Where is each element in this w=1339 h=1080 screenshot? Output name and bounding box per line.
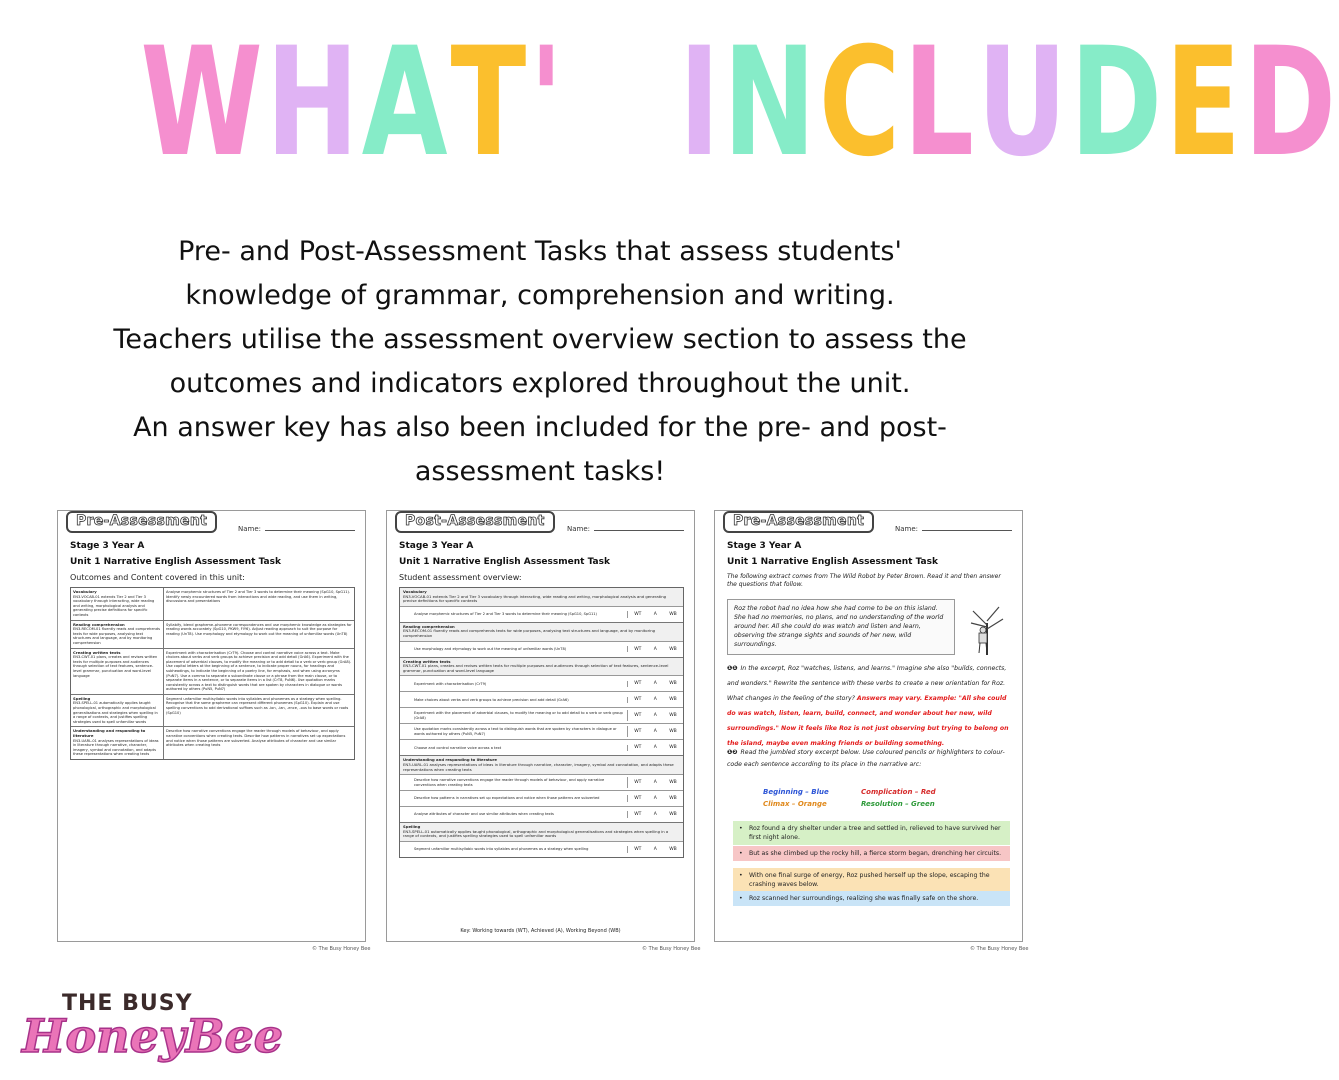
mark-option: WB [669, 646, 677, 652]
mark-option: A [653, 611, 657, 617]
overview-item-row: Experiment with the placement of adverbial clauses, to modify the meaning or to add detail to a verb or verb group (GrA8) WT A WB [400, 707, 683, 723]
outcome-row [71, 726, 354, 759]
story-sentence: • Roz found a dry shelter under a tree and settled in, relieved to have survived her first night alone. [733, 821, 1010, 845]
pre-assessment-answer-page [714, 510, 1023, 942]
answer-1: Answers may vary. Example: "All she could do was watch, listen, learn, build, connect, and wonder about her new, wild surroundings." Now it feels like Roz is not just observing but trying to belong on the island, maybe even making friends or building something. [727, 695, 1009, 747]
mark-option: A [653, 846, 657, 852]
story-extract: Roz the robot had no idea how she had come to be on this island. She had no memories, no plans, and no understanding of the world around her. All she could do was watch and listen and learn, observing the strange sights and sounds of her new, wild surroundings. [727, 599, 955, 655]
overview-item-row: Analyse attributes of character and use similar attributes when creating texts WT A WB [400, 806, 683, 822]
unit-heading: Unit 1 Narrative English Assessment Task [70, 557, 281, 567]
title-letter: N [722, 16, 819, 190]
legend-item: Resolution – Green [861, 800, 935, 808]
story-sentence: • Roz scanned her surroundings, realizing she was finally safe on the shore. [733, 891, 1010, 906]
content-cell: Syllabify, blend grapheme–phoneme correspondences and use morphemic knowledge as strategies for reading words accurately (SpG10, PKW9, FlY6). Adjust reading approach to suit the purpose for reading (UnT8). Use morphology and etymology to work out the meaning of unfamiliar words (UnT8) [166, 622, 352, 636]
marking-key: Key: Working towards (WT), Achieved (A), Working Beyond (WB) [460, 928, 621, 934]
outcome-cell: Creating written texts EN3-CWT-01 plans, creates and revises written texts for multiple purposes and audiences through selection of text features, sentence-level grammar, punctuation and word-level language [71, 649, 164, 694]
overview-section-heading: Creating written texts EN3-CWT-01 plans, creates and revises written texts for multiple purposes and audiences through selection of text features, sentence-level grammar, punctuation and word-level language [400, 657, 683, 676]
content-cell: Experiment with characterisation (CrT9). Choose and control narrative voice across a text. Make choices about verbs and verb groups to achieve precision and add detail (GrA6). Experiment with the placement of adverbial clauses, to modify the meaning or to add detail to a verb or verb group (GrA8). Use capital letters at the beginning of a sentence, to indicate proper nouns, for headings and subheadings, to indicate the beginning of a poetry line, for emphasis, and when using acronyms (PuN7). Use a comma to separate a subordinate clause or a phrase from the main clause, or to separate items in a sentence, or to separate items in a list (CrT8, PuN6). Use quotation marks consistently across a text to distinguish words that are spoken by characters in dialogue or words authored by others (PuN5, PuN7) [166, 650, 352, 692]
subheading: Student assessment overview: [399, 573, 522, 582]
mark-option: WT [634, 713, 642, 719]
mark-option: A [653, 812, 657, 818]
overview-item-row: Use morphology and etymology to work out the meaning of unfamiliar words (UnT8) WT A WB [400, 641, 683, 657]
question-2: ❶❷ Read the jumbled story excerpt below. Use coloured pencils or highlighters to colour-code each sentence according to its place in the narrative arc: [727, 749, 1005, 768]
description-line: An answer key has also been included for the pre- and post- [133, 412, 947, 443]
narrative-arc-legend [763, 786, 963, 810]
overview-item-row: Choose and control narrative voice across a text WT A WB [400, 739, 683, 755]
overview-item-row: Describe how narrative conventions engage the reader through models of behaviour, and apply narrative conventions when creating texts WT A WB [400, 774, 683, 790]
title-letter: S [566, 16, 650, 190]
outcome-cell: Understanding and responding to literature EN3-UARL-01 analyses representations of ideas in literature through narrative, character, imagery, symbol and connotation, and adapts these representations when creating texts [71, 727, 164, 759]
page-label: Pre-Assessment [723, 511, 874, 533]
robot-illustration [963, 599, 1011, 655]
stage-heading: Stage 3 Year A [399, 541, 474, 551]
mark-option: A [653, 646, 657, 652]
title-letter: A [361, 16, 451, 190]
unit-heading: Unit 1 Narrative English Assessment Task [399, 557, 610, 567]
mark-option: A [653, 745, 657, 751]
title-letter: H [265, 16, 362, 190]
mark-option: WB [669, 681, 677, 687]
overview-item-row: Describe how patterns in narratives set up expectations and notice when those patterns are subverted WT A WB [400, 790, 683, 806]
overview-section-heading: Reading comprehension EN3-RECOM-01 fluently reads and comprehends texts for wide purposes, analysing text structures and language, and by monitoring comprehension [400, 622, 683, 641]
mark-option: WT [634, 697, 642, 703]
title-letter: U [976, 16, 1071, 190]
mark-option: WB [669, 846, 677, 852]
logo-line1: THE BUSY [62, 991, 193, 1016]
name-field: Name: [895, 525, 1012, 533]
mark-option: WB [669, 796, 677, 802]
post-assessment-overview-page [386, 510, 695, 942]
story-sentence: • With one final surge of energy, Roz pushed herself up the slope, escaping the crashing waves below. [733, 868, 1010, 892]
overview-item-row: Experiment with characterisation (CrT9) WT A WB [400, 675, 683, 691]
copyright: © The Busy Honey Bee [970, 946, 1029, 952]
overview-item-row: Segment unfamiliar multisyllabic words into syllables and phonemes as a strategy when spelling WT A WB [400, 841, 683, 857]
content-cell: Describe how narrative conventions engage the reader through models of behaviour, and apply narrative conventions when creating texts. Describe how patterns in narratives set up expectations and notice when those patterns are subverted. Analyse attributes of character and use similar attributes when creating texts [166, 729, 346, 748]
content-cell: Segment unfamiliar multisyllabic words into syllables and phonemes as a strategy when spelling. Recognise that the same grapheme can represent different phonemes (SpG10). Explain and use spelling conventions to add derivational suffixes such as -ion, -ian, -ence, -ous to base words or roots (SpG10) [166, 696, 349, 715]
mark-option: A [653, 780, 657, 786]
intro-text: The following extract comes from The Wild Robot by Peter Brown. Read it and then answer the questions that follow. [727, 573, 1001, 588]
title-letter: D [1243, 16, 1339, 190]
outcome-cell: Vocabulary EN3-VOCAB-01 extends Tier 2 and Tier 3 vocabulary through interacting, wide reading and writing, morphological analysis and generating precise definitions for specific contexts [71, 588, 164, 620]
overview-section-heading: Spelling EN3-SPELL-01 automatically applies taught phonological, orthographic and morphological generalisations and strategies when spelling in a range of contexts, and justifies spelling strategies used to spell unfamiliar words [400, 822, 683, 841]
title-letter: W [140, 16, 266, 190]
outcome-row [71, 648, 354, 694]
legend-item: Complication – Red [861, 788, 936, 796]
content-cell: Analyse morphemic structures of Tier 2 and Tier 3 words to determine their meaning (SpG10, SpG11). Identify newly encountered words from interactions and wide reading, and use them in writing, discussions and presentations [166, 590, 351, 604]
mark-option: A [653, 796, 657, 802]
page-label: Pre-Assessment [66, 511, 217, 533]
outcomes-table [70, 587, 355, 760]
title-letter: C [818, 16, 904, 190]
unit-heading: Unit 1 Narrative English Assessment Task [727, 557, 938, 567]
outcome-row [71, 620, 354, 648]
description-line: Pre- and Post-Assessment Tasks that assess students' [178, 236, 902, 267]
title-letter: ' [529, 16, 567, 190]
description-line: assessment tasks! [414, 456, 666, 487]
overview-section-heading: Vocabulary EN3-VOCAB-01 extends Tier 2 and Tier 3 vocabulary through interacting, wide reading and writing, morphological analysis and generating precise definitions for specific contexts [400, 588, 683, 606]
mark-option: WT [634, 729, 642, 735]
legend-item: Beginning – Blue [763, 788, 829, 796]
overview-item-row: Use quotation marks consistently across a text to distinguish words that are spoken by characters in dialogue or words authored by others (PuN5, PuN7) WT A WB [400, 723, 683, 739]
page-label: Post-Assessment [395, 511, 555, 533]
outcome-cell: Spelling EN3-SPELL-01 automatically applies taught phonological, orthographic and morphological generalisations and strategies when spelling in a range of contexts, and justifies spelling strategies used to spell unfamiliar words [71, 695, 164, 727]
mark-option: WT [634, 611, 642, 617]
outcome-row [71, 588, 354, 620]
title-letter: E [1165, 16, 1244, 190]
mark-option: WT [634, 745, 642, 751]
mark-option: WT [634, 681, 642, 687]
copyright: © The Busy Honey Bee [642, 946, 701, 952]
mark-option: WT [634, 796, 642, 802]
mark-option: WB [669, 745, 677, 751]
mark-option: WB [669, 729, 677, 735]
pre-assessment-outcomes-page [57, 510, 366, 942]
mark-option: WT [634, 646, 642, 652]
title-letter: T [450, 16, 530, 190]
mark-option: WT [634, 780, 642, 786]
logo-line2: HoneyBee [22, 1009, 283, 1063]
question-1: ❶❶ In the excerpt, Roz "watches, listens, and learns." Imagine she also "builds, connects, and wonders." Rewrite the sentence with these verbs to create a new orientation for Roz. What changes in the feeling of the story? Answers may vary. Example: "All she could do was watch, listen, learn, build, connect, and wonder about her new, wild surroundings." Now it feels like Roz is not just observing but trying to belong on the island, maybe even making friends or building something. [727, 665, 1009, 747]
mark-option: WB [669, 611, 677, 617]
mark-option: WB [669, 780, 677, 786]
story-sentence: • But as she climbed up the rocky hill, a fierce storm began, drenching her circuits. [733, 846, 1010, 861]
mark-option: A [653, 713, 657, 719]
name-field: Name: [567, 525, 684, 533]
legend-item: Climax – Orange [763, 800, 827, 808]
stage-heading: Stage 3 Year A [727, 541, 802, 551]
mark-option: WB [669, 713, 677, 719]
mark-option: A [653, 729, 657, 735]
name-field: Name: [238, 525, 355, 533]
busy-honey-bee-logo [22, 985, 283, 1065]
mark-option: WB [669, 812, 677, 818]
description-line: outcomes and indicators explored throughout the unit. [169, 368, 911, 399]
overview-section-heading: Understanding and responding to literature EN3-UARL-01 analyses representations of ideas in literature through narrative, character, imagery, symbol and connotation, and adapts these representations when creating texts [400, 755, 683, 774]
copyright: © The Busy Honey Bee [312, 946, 371, 952]
mark-option: A [653, 697, 657, 703]
title-letter: D [1070, 16, 1166, 190]
description [40, 230, 1040, 494]
outcome-row [71, 694, 354, 727]
stage-heading: Stage 3 Year A [70, 541, 145, 551]
mark-option: A [653, 681, 657, 687]
overview-item-row: Make choices about verbs and verb groups to achieve precision and add detail (GrA6) WT A WB [400, 691, 683, 707]
page-title [140, 16, 1339, 190]
overview-table [399, 587, 684, 858]
description-line: Teachers utilise the assessment overview section to assess the [113, 324, 967, 355]
mark-option: WT [634, 812, 642, 818]
outcome-cell: Reading comprehension EN3-RECOM-01 fluently reads and comprehends texts for wide purposes, analysing text structures and language, and by monitoring comprehension [71, 621, 164, 648]
title-letter: I [678, 16, 723, 190]
title-letter: L [903, 16, 977, 190]
mark-option: WT [634, 846, 642, 852]
description-line: knowledge of grammar, comprehension and writing. [185, 280, 895, 311]
overview-item-row: Analyse morphemic structures of Tier 2 and Tier 3 words to determine their meaning (SpG10, SpG11) WT A WB [400, 606, 683, 622]
mark-option: WB [669, 697, 677, 703]
subheading: Outcomes and Content covered in this unit: [70, 573, 245, 582]
